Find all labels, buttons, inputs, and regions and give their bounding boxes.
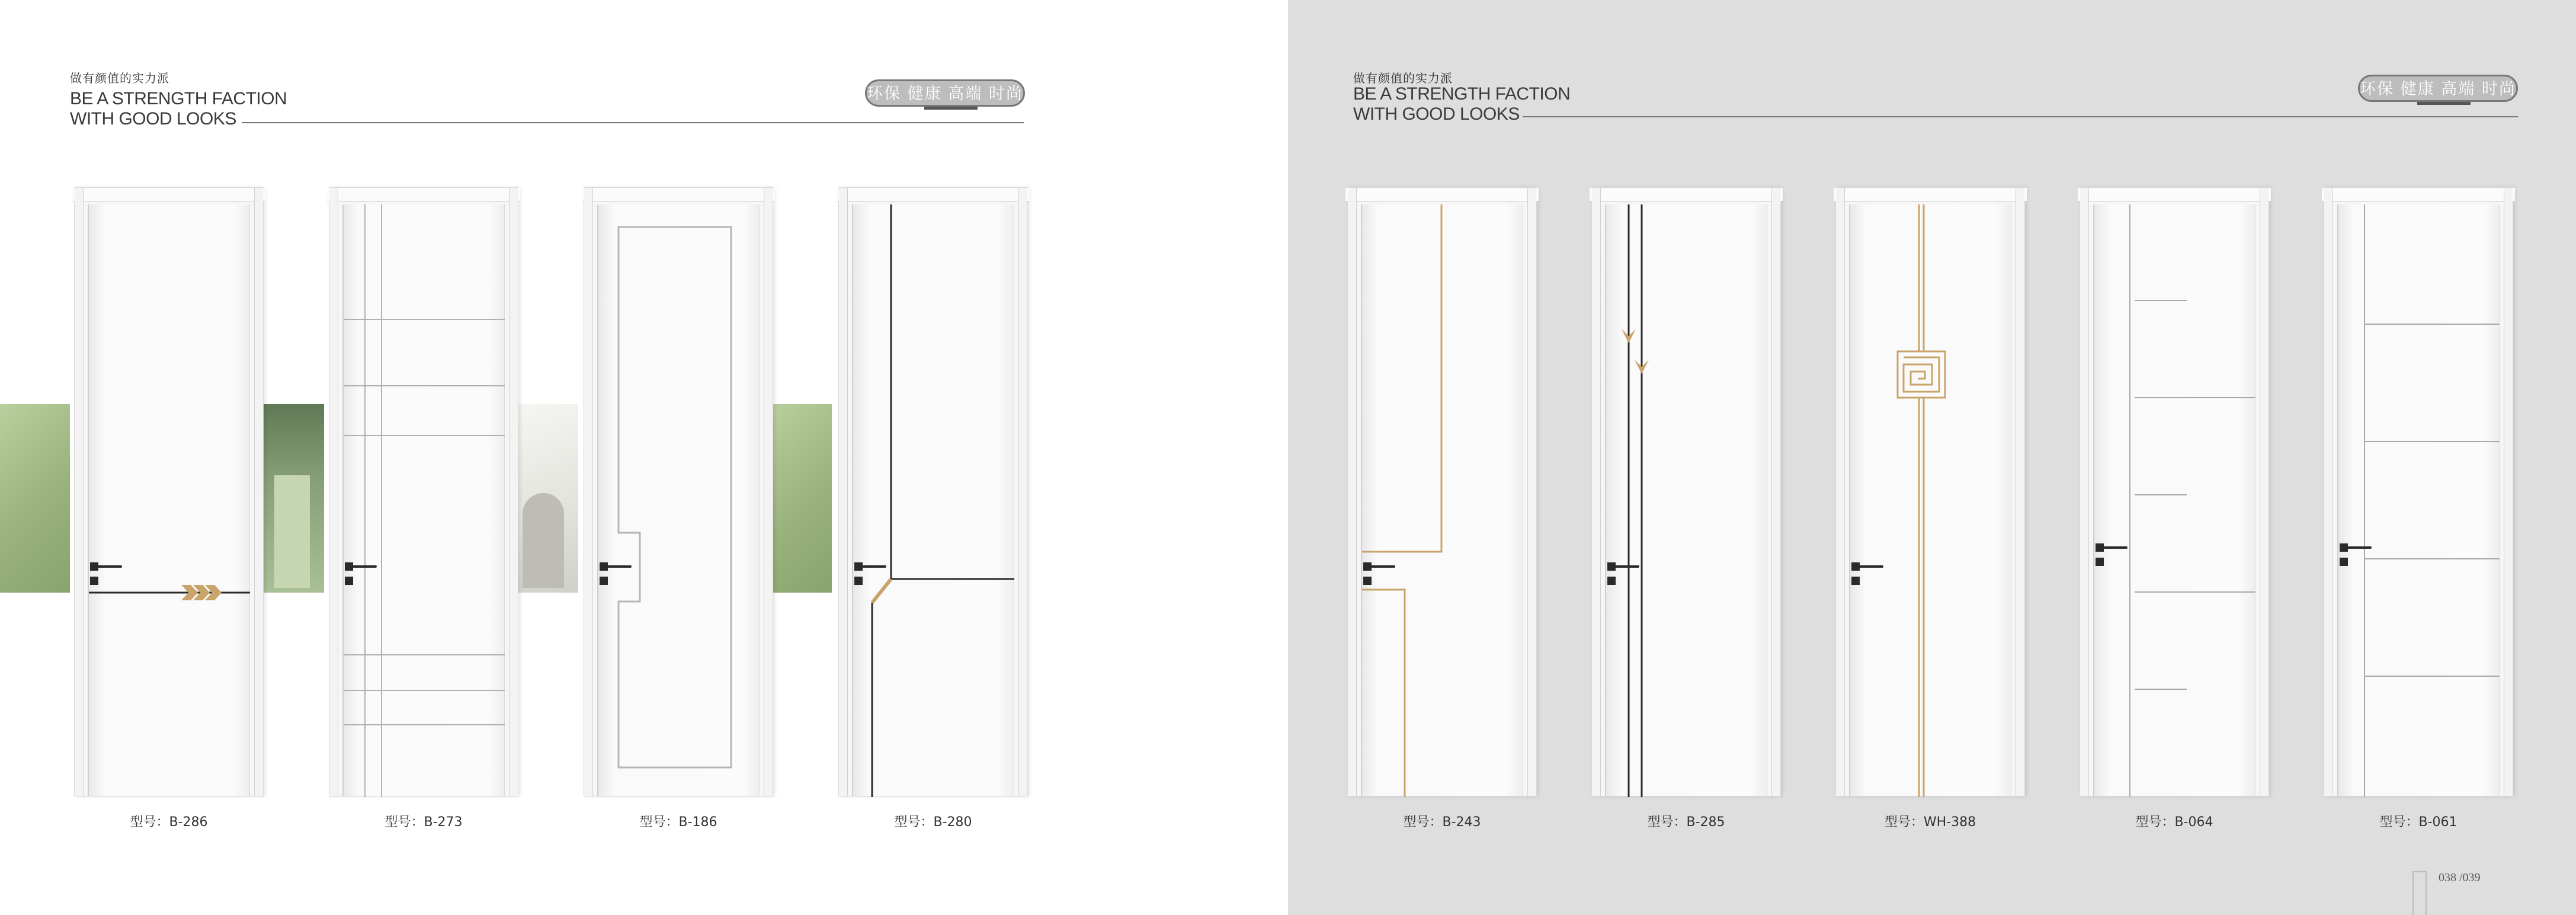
headline-line-1: BE A STRENGTH FACTION	[1353, 84, 1571, 104]
door-handle	[1607, 562, 1641, 586]
model-label: 型号：WH-388	[1884, 815, 1976, 830]
door-handle	[2340, 543, 2373, 567]
badge-underline	[2417, 102, 2471, 105]
model-label: 型号：B-186	[639, 815, 717, 830]
door-handle	[90, 562, 123, 586]
door-b-286	[74, 187, 264, 796]
page-number-frame	[2412, 871, 2427, 915]
tagline: 做有颜值的实力派	[1353, 71, 1453, 85]
features-badge: 环保 健康 高端 时尚	[2358, 75, 2518, 102]
headline-line-2: WITH GOOD LOOKS	[1353, 104, 1520, 124]
door-handle	[345, 562, 378, 586]
tagline: 做有颜值的实力派	[70, 71, 169, 85]
door-b-285	[1591, 187, 1781, 796]
page-numbers: 038 /039	[2439, 871, 2481, 884]
headline-line-2: WITH GOOD LOOKS	[70, 109, 236, 129]
interior-photo	[262, 404, 324, 593]
header-rule	[242, 122, 1024, 123]
door-handle	[854, 562, 887, 586]
headline-line-1: BE A STRENGTH FACTION	[70, 89, 287, 108]
door-handle	[1363, 562, 1396, 586]
interior-photo	[0, 404, 70, 593]
door-b-273	[329, 187, 518, 796]
model-label: 型号：B-285	[1647, 815, 1725, 830]
door-handle	[600, 562, 633, 586]
door-b-064	[2080, 187, 2269, 796]
headline	[1353, 84, 1570, 124]
interior-photo	[517, 404, 578, 593]
model-label: 型号：B-286	[130, 815, 208, 830]
model-label: 型号：B-061	[2379, 815, 2458, 830]
door-handle	[2096, 543, 2129, 567]
right-page	[1288, 0, 2576, 915]
model-label: 型号：B-273	[385, 815, 463, 830]
model-label: 型号：B-243	[1403, 815, 1481, 830]
badge-underline	[924, 107, 978, 110]
interior-photo	[770, 404, 832, 593]
model-label: 型号：B-280	[894, 815, 972, 830]
door-b-280	[838, 187, 1028, 796]
door-b-061	[2324, 187, 2513, 796]
door-wh-388	[1835, 187, 2025, 796]
door-handle	[1851, 562, 1885, 586]
door-b-243	[1347, 187, 1537, 796]
model-label: 型号：B-064	[2135, 815, 2213, 830]
features-badge: 环保 健康 高端 时尚	[865, 79, 1025, 107]
door-b-186	[584, 187, 773, 796]
header-rule	[1523, 116, 2518, 117]
